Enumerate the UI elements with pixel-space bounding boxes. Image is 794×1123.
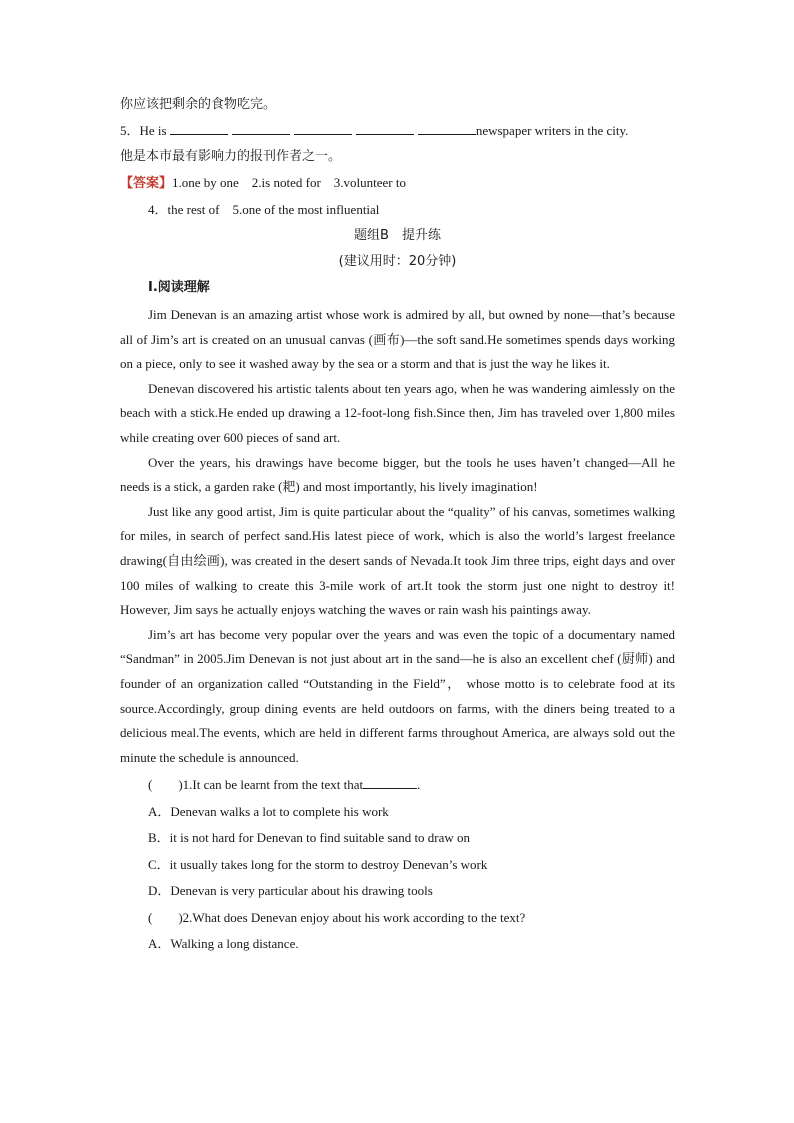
exercise-5-suffix: newspaper writers in the city. <box>475 123 629 138</box>
translation-line-5: 他是本市最有影响力的报刊作者之一。 <box>120 149 342 164</box>
reading-passage <box>120 303 675 770</box>
suggested-time: (建议用时：20分钟) <box>338 254 457 269</box>
exercise-5 <box>120 118 675 144</box>
option-b: B．it is not hard for Denevan to find suitable sand to draw on <box>148 830 471 846</box>
answer-blank <box>294 122 352 135</box>
question-list <box>120 772 675 958</box>
answer-line-2: 4．the rest of 5.one of the most influential <box>148 202 380 217</box>
answer-blank <box>232 122 290 135</box>
option-d: D．Denevan is very particular about his drawing tools <box>148 883 433 899</box>
answer-text-1: 1.one by one 2.is noted for 3.volunteer to <box>172 175 406 190</box>
group-title: 题组B 提升练 <box>354 228 441 243</box>
translation-line-4: 你应该把剩余的食物吃完。 <box>120 97 277 112</box>
answer-blank <box>363 776 417 789</box>
passage-paragraph: Denevan discovered his artistic talents about ten years ago, when he was wandering aimlessly on the beach with a stick.He ended up drawing a 12-foot-long fish.Since then, Jim has traveled over 1,800 miles while creating over 600 pieces of sand art. <box>120 380 675 445</box>
passage-paragraph: Jim Denevan is an amazing artist whose work is admired by all, but owned by none—that’s because all of Jim’s art is created on an unusual canvas (画布)—the soft sand.He sometimes spends days working on a piece, only to see it washed away by the sea or a storm and that is just the way he likes it. <box>120 307 675 372</box>
question-1-stem: ( )1.It can be learnt from the text that <box>148 777 364 793</box>
answer-blank <box>170 122 228 135</box>
answer-label: 【答案】 <box>120 176 173 191</box>
option-a: A．Denevan walks a lot to complete his work <box>148 803 389 819</box>
question-1-end: . <box>417 777 421 793</box>
answer-line-1 <box>120 170 675 197</box>
answer-blank <box>418 122 476 135</box>
passage-paragraph: Jim’s art has become very popular over the years and was even the topic of a documentary named “Sandman” in 2005.Jim Denevan is not just about art in the sand—he is also an excellent chef (厨师) and founder of an organization called “Outstanding in the Field”， whose motto is to celebrate food at its source.Accordingly, group dining events are held outdoors on farms, with the diners being treated to a delicious meal.The events, which are held in different farms throughout America, are always sold out the minute the schedule is announced. <box>120 626 675 765</box>
passage-paragraph: Over the years, his drawings have become bigger, but the tools he uses haven’t changed—All he needs is a stick, a garden rake (耙) and most importantly, his lively imagination! <box>120 454 675 495</box>
passage-paragraph: Just like any good artist, Jim is quite particular about the “quality” of his canvas, sometimes walking for miles, in search of perfect sand.His latest piece of work, which is also the world’s largest freelance drawing(自由绘画), was created in the desert sands of Nevada.It took Jim three trips, eight days and over 100 miles of walking to create this 3-mile work of art.It took the storm just one night to destroy it! However, Jim says he actually enjoys watching the waves or rain wash his paintings away. <box>120 503 675 618</box>
question-2-stem: ( )2.What does Denevan enjoy about his work according to the text? <box>148 909 526 925</box>
answer-blank <box>356 122 414 135</box>
section-title: Ⅰ.阅读理解 <box>148 280 210 295</box>
exercise-5-prefix: 5．He is <box>120 123 170 138</box>
question-1 <box>120 772 675 799</box>
option-c: C．it usually takes long for the storm to destroy Denevan’s work <box>148 856 488 872</box>
page-content <box>120 92 675 958</box>
option-a: A．Walking a long distance. <box>148 936 299 952</box>
